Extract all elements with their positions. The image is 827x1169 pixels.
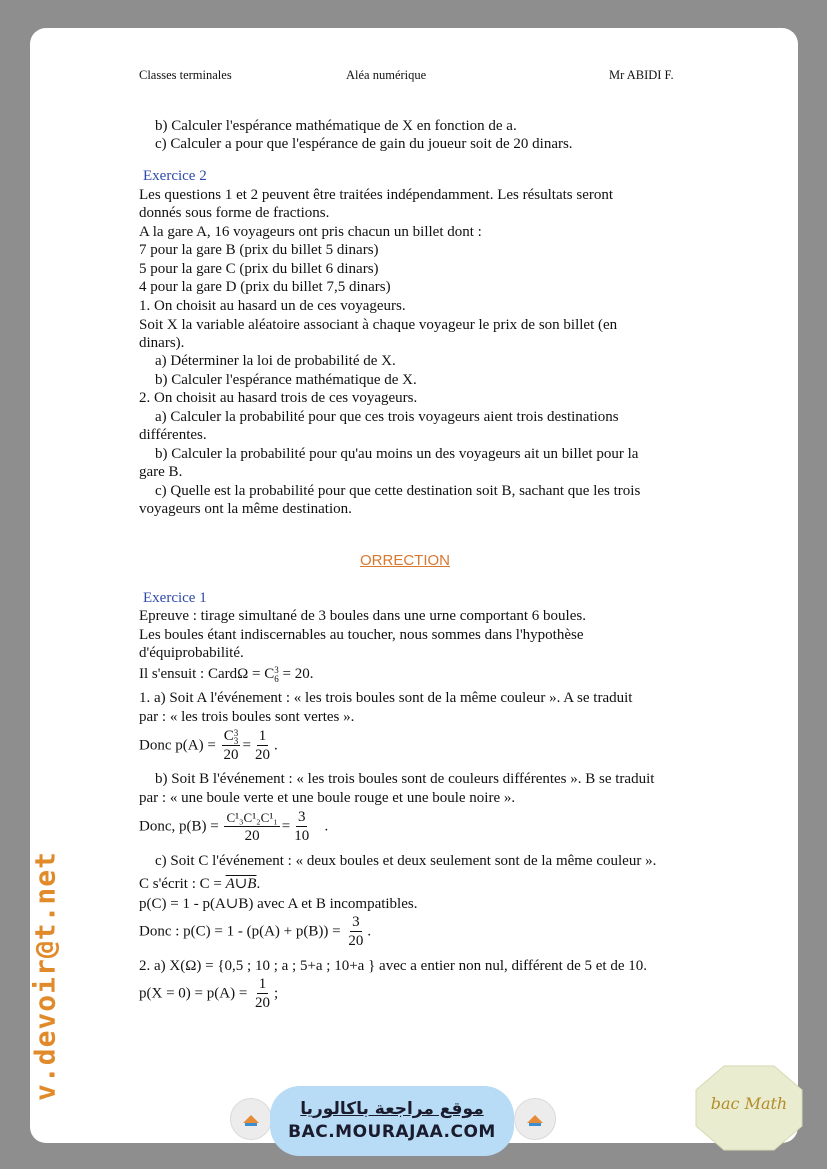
ex2-line: a) Déterminer la loi de probabilité de X. [155, 353, 396, 369]
correction-exercice-1-title: Exercice 1 [143, 590, 207, 606]
c-formula: C s'écrit : C = A∪B. [139, 876, 261, 892]
correction-line: 2. a) X(Ω) = {0,5 ; 10 ; a ; 5+a ; 10+a } avec a entier non nul, différent de 5 et de 10. [139, 958, 647, 974]
pc-formula: Donc : p(C) = 1 - (p(A) + p(B)) = $\frac{3}{20}$ . [139, 914, 372, 949]
correction-line: par : « une boule verte et une boule rouge et une boule noire ». [139, 790, 516, 806]
bac-mourajaa-link[interactable] [270, 1086, 514, 1156]
ex2-line: Soit X la variable aléatoire associant à chaque voyageur le prix de son billet (en [139, 317, 618, 333]
header-right: Mr ABIDI F. [609, 68, 674, 82]
ex2-line: gare B. [139, 464, 183, 480]
correction-title: ORRECTION [360, 552, 450, 569]
banner-arabic-text: موقع مراجعة باكالوريا [300, 1099, 484, 1119]
correction-line: par : « les trois boules sont vertes ». [139, 709, 355, 725]
ex2-line: b) Calculer l'espérance mathématique de X. [155, 372, 417, 388]
ex1-question-b: b) Calculer l'espérance mathématique de X en fonction de a. [155, 118, 517, 134]
ex2-line: voyageurs ont la même destination. [139, 501, 352, 517]
ex2-line: b) Calculer la probabilité pour qu'au moins un des voyageurs ait un billet pour la [155, 446, 639, 462]
ex2-line: 7 pour la gare B (prix du billet 5 dinars) [139, 242, 379, 258]
correction-line: 1. a) Soit A l'événement : « les trois boules sont de la même couleur ». A se traduit [139, 690, 633, 706]
ex2-line: Les questions 1 et 2 peuvent être traitées indépendamment. Les résultats seront [139, 187, 614, 203]
exercice-2-title: Exercice 2 [143, 168, 207, 184]
correction-line: c) Soit C l'événement : « deux boules et deux seulement sont de la même couleur ». [155, 853, 657, 869]
correction-line: b) Soit B l'événement : « les trois boules sont de couleurs différentes ». B se traduit [155, 771, 655, 787]
header-center: Aléa numérique [346, 68, 427, 82]
ex2-line: donnés sous forme de fractions. [139, 205, 330, 221]
watermark: v.devoir@t.net [28, 850, 62, 1102]
ex2-line: 2. On choisit au hasard trois de ces voyageurs. [139, 390, 418, 406]
ex2-line: dinars). [139, 335, 185, 351]
card-omega-formula: Il s'ensuit : CardΩ = C 3 6 = 20. [139, 664, 314, 684]
left-logo-icon [230, 1098, 272, 1140]
px-formula: p(X = 0) = p(A) = $\frac{1}{20}$ ; [139, 976, 279, 1011]
banner-latin-text: BAC.MOURAJAA.COM [288, 1122, 496, 1142]
ex2-line: 1. On choisit au hasard un de ces voyageurs. [139, 298, 406, 314]
ex2-line: différentes. [139, 427, 207, 443]
correction-line: Les boules étant indiscernables au toucher, nous sommes dans l'hypothèse [139, 627, 584, 643]
pa-formula: Donc p(A) = C 3 3 20 = $\frac{1}{20}$ . [139, 727, 278, 763]
correction-line: Epreuve : tirage simultané de 3 boules dans une urne comportant 6 boules. [139, 608, 586, 624]
ex2-line: c) Quelle est la probabilité pour que cette destination soit B, sachant que les trois [155, 483, 641, 499]
ex2-line: A la gare A, 16 voyageurs ont pris chacun un billet dont : [139, 224, 482, 240]
ex2-line: 5 pour la gare C (prix du billet 6 dinars) [139, 261, 379, 277]
right-logo-icon [514, 1098, 556, 1140]
correction-line: d'équiprobabilité. [139, 645, 244, 661]
bac-math-logo: bac Math [694, 1064, 804, 1152]
header-left: Classes terminales [139, 68, 232, 82]
ex2-line: a) Calculer la probabilité pour que ces trois voyageurs aient trois destinations [155, 409, 619, 425]
correction-line: p(C) = 1 - p(A∪B) avec A et B incompatibles. [139, 896, 418, 912]
pb-formula: Donc, p(B) = $\frac{\text{C¹₃C¹₂C¹₁}}{20}$ = $\frac{3}{10}$ . [139, 809, 329, 844]
ex1-question-c: c) Calculer a pour que l'espérance de gain du joueur soit de 20 dinars. [155, 136, 573, 152]
ex2-line: 4 pour la gare D (prix du billet 7,5 dinars) [139, 279, 391, 295]
